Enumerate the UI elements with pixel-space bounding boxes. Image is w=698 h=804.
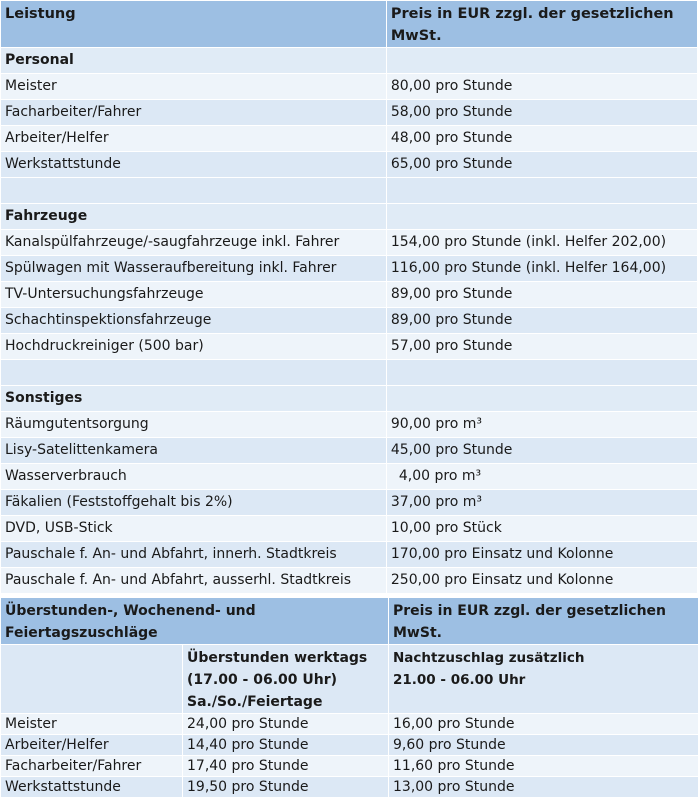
subheader-overtime (183, 645, 389, 714)
table-row (1, 308, 698, 334)
service-name: Pauschale f. An- und Abfahrt, innerh. Stadtkreis (1, 542, 387, 568)
night-price: 11,60 pro Stunde (389, 756, 698, 777)
table-row (1, 230, 698, 256)
service-price: 58,00 pro Stunde (386, 100, 697, 126)
table-row (1, 256, 698, 282)
section-title: Sonstiges (1, 386, 387, 412)
table-row (1, 126, 698, 152)
table-row (1, 438, 698, 464)
service-name: Arbeiter/Helfer (1, 126, 387, 152)
night-line-1: Nachtzuschlag zusätzlich (393, 650, 585, 666)
service-name: Pauschale f. An- und Abfahrt, ausserhl. Stadtkreis (1, 568, 387, 594)
header-leistung: Leistung (1, 1, 387, 48)
table-row (1, 714, 698, 735)
service-name: Werkstattstunde (1, 152, 387, 178)
night-price: 9,60 pro Stunde (389, 735, 698, 756)
service-price: 4,00 pro m³ (386, 464, 697, 490)
overtime-line-2: (17.00 - 06.00 Uhr) (187, 672, 338, 688)
service-price: 10,00 pro Stück (386, 516, 697, 542)
spacer-row (1, 360, 698, 386)
role-name: Arbeiter/Helfer (1, 735, 183, 756)
table-header-row (1, 598, 698, 645)
table-header-row (1, 1, 698, 48)
service-price: 90,00 pro m³ (386, 412, 697, 438)
service-price: 45,00 pro Stunde (386, 438, 697, 464)
overtime-price: 14,40 pro Stunde (183, 735, 389, 756)
service-name: Fäkalien (Feststoffgehalt bis 2%) (1, 490, 387, 516)
surcharge-table (0, 597, 698, 798)
service-price: 250,00 pro Einsatz und Kolonne (386, 568, 697, 594)
service-name: Spülwagen mit Wasseraufbereitung inkl. Fahrer (1, 256, 387, 282)
overtime-price: 17,40 pro Stunde (183, 756, 389, 777)
service-name: Schachtinspektionsfahrzeuge (1, 308, 387, 334)
table-row (1, 735, 698, 756)
table-row (1, 516, 698, 542)
service-name: Räumgutentsorgung (1, 412, 387, 438)
night-line-2: 21.00 - 06.00 Uhr (393, 672, 526, 688)
section-header-sonstiges (1, 386, 698, 412)
header-preis: Preis in EUR zzgl. der gesetzlichen MwSt. (386, 1, 697, 48)
night-price: 16,00 pro Stunde (389, 714, 698, 735)
night-price: 13,00 pro Stunde (389, 777, 698, 798)
role-name: Werkstattstunde (1, 777, 183, 798)
table-row (1, 282, 698, 308)
service-name: Kanalspülfahrzeuge/-saugfahrzeuge inkl. Fahrer (1, 230, 387, 256)
role-name: Facharbeiter/Fahrer (1, 756, 183, 777)
service-name: Lisy-Satelittenkamera (1, 438, 387, 464)
table-row (1, 74, 698, 100)
table-row (1, 490, 698, 516)
spacer-row (1, 178, 698, 204)
service-price: 48,00 pro Stunde (386, 126, 697, 152)
service-price: 116,00 pro Stunde (inkl. Helfer 164,00) (386, 256, 697, 282)
overtime-price: 19,50 pro Stunde (183, 777, 389, 798)
service-price: 154,00 pro Stunde (inkl. Helfer 202,00) (386, 230, 697, 256)
table-row (1, 334, 698, 360)
service-price: 89,00 pro Stunde (386, 308, 697, 334)
table-row (1, 152, 698, 178)
service-price: 37,00 pro m³ (386, 490, 697, 516)
service-name: Wasserverbrauch (1, 464, 387, 490)
overtime-line-3: Sa./So./Feiertage (187, 694, 323, 710)
table-row (1, 777, 698, 798)
header-preis: Preis in EUR zzgl. der gesetzlichen MwSt. (389, 598, 698, 645)
table-row (1, 568, 698, 594)
section-header-fahrzeuge (1, 204, 698, 230)
table-row (1, 756, 698, 777)
service-name: Hochdruckreiniger (500 bar) (1, 334, 387, 360)
service-name: DVD, USB-Stick (1, 516, 387, 542)
section-title: Fahrzeuge (1, 204, 387, 230)
role-name: Meister (1, 714, 183, 735)
subheader-night (389, 645, 698, 714)
service-price: 57,00 pro Stunde (386, 334, 697, 360)
table-row (1, 542, 698, 568)
subheader-row (1, 645, 698, 714)
overtime-line-1: Überstunden werktags (187, 650, 368, 666)
service-name: Facharbeiter/Fahrer (1, 100, 387, 126)
service-price: 170,00 pro Einsatz und Kolonne (386, 542, 697, 568)
service-price: 89,00 pro Stunde (386, 282, 697, 308)
table-row (1, 464, 698, 490)
header-zuschlaege: Überstunden-, Wochenend- und Feiertagszuschläge (1, 598, 389, 645)
service-name: Meister (1, 74, 387, 100)
section-title: Personal (1, 48, 387, 74)
service-price: 65,00 pro Stunde (386, 152, 697, 178)
overtime-price: 24,00 pro Stunde (183, 714, 389, 735)
section-header-personal (1, 48, 698, 74)
table-row (1, 100, 698, 126)
service-price: 80,00 pro Stunde (386, 74, 697, 100)
table-row (1, 412, 698, 438)
service-name: TV-Untersuchungsfahrzeuge (1, 282, 387, 308)
